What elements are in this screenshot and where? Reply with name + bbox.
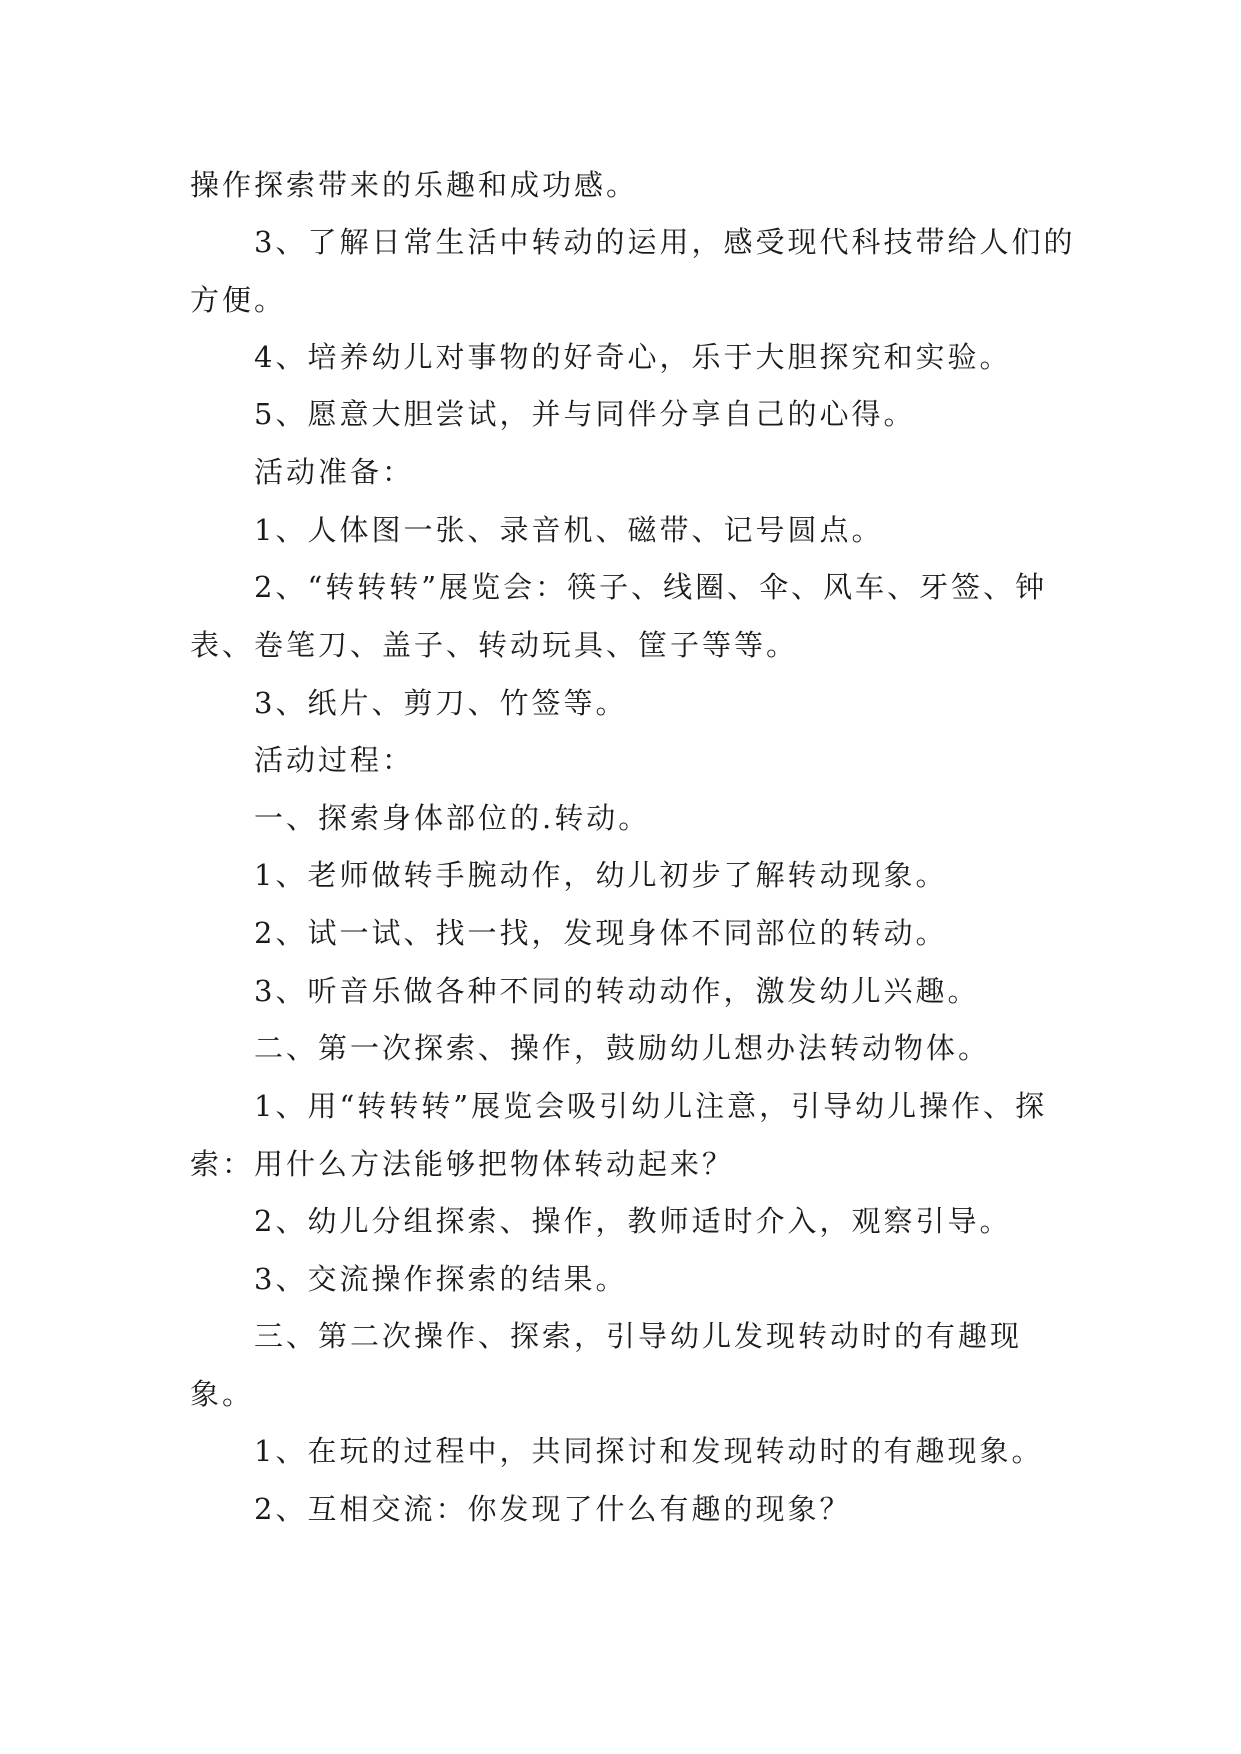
paragraph-prep-3: 3、纸片、剪刀、竹签等。: [254, 686, 628, 720]
paragraph-step-one: 一、探索身体部位的.转动。: [254, 801, 651, 835]
paragraph-step-two: 二、第一次探索、操作，鼓励幼儿想办法转动物体。: [254, 1031, 991, 1065]
paragraph-goal-5: 5、愿意大胆尝试，并与同伴分享自己的心得。: [254, 397, 916, 431]
paragraph-step-one-3: 3、听音乐做各种不同的转动动作，激发幼儿兴趣。: [254, 974, 980, 1008]
paragraph-goal-4: 4、培养幼儿对事物的好奇心，乐于大胆探究和实验。: [254, 340, 1012, 374]
paragraph-step-two-3: 3、交流操作探索的结果。: [254, 1262, 628, 1296]
paragraph-step-one-2: 2、试一试、找一找，发现身体不同部位的转动。: [254, 916, 948, 950]
section-heading-process: 活动过程：: [254, 743, 415, 777]
paragraph-prep-1: 1、人体图一张、录音机、磁带、记号圆点。: [254, 513, 884, 547]
paragraph-step-three-1: 1、在玩的过程中，共同探讨和发现转动时的有趣现象。: [254, 1434, 1044, 1468]
paragraph-intro-continuation: 操作探索带来的乐趣和成功感。: [190, 168, 639, 202]
paragraph-goal-3: 3、了解日常生活中转动的运用，感受现代科技带给人们的方便。: [190, 225, 1076, 317]
paragraph-prep-2: 2、“转转转”展览会：筷子、线圈、伞、风车、牙签、钟表、卷笔刀、盖子、转动玩具、筐子等等。: [190, 570, 1048, 662]
section-heading-preparation: 活动准备：: [254, 455, 415, 489]
paragraph-step-two-2: 2、幼儿分组探索、操作，教师适时介入，观察引导。: [254, 1204, 1012, 1238]
paragraph-step-three-2: 2、互相交流：你发现了什么有趣的现象？: [254, 1492, 852, 1526]
paragraph-step-three: 三、第二次操作、探索，引导幼儿发现转动时的有趣现象。: [190, 1319, 1023, 1411]
paragraph-step-two-1: 1、用“转转转”展览会吸引幼儿注意，引导幼儿操作、探索：用什么方法能够把物体转动起来？: [190, 1089, 1048, 1181]
paragraph-step-one-1: 1、老师做转手腕动作，幼儿初步了解转动现象。: [254, 858, 948, 892]
